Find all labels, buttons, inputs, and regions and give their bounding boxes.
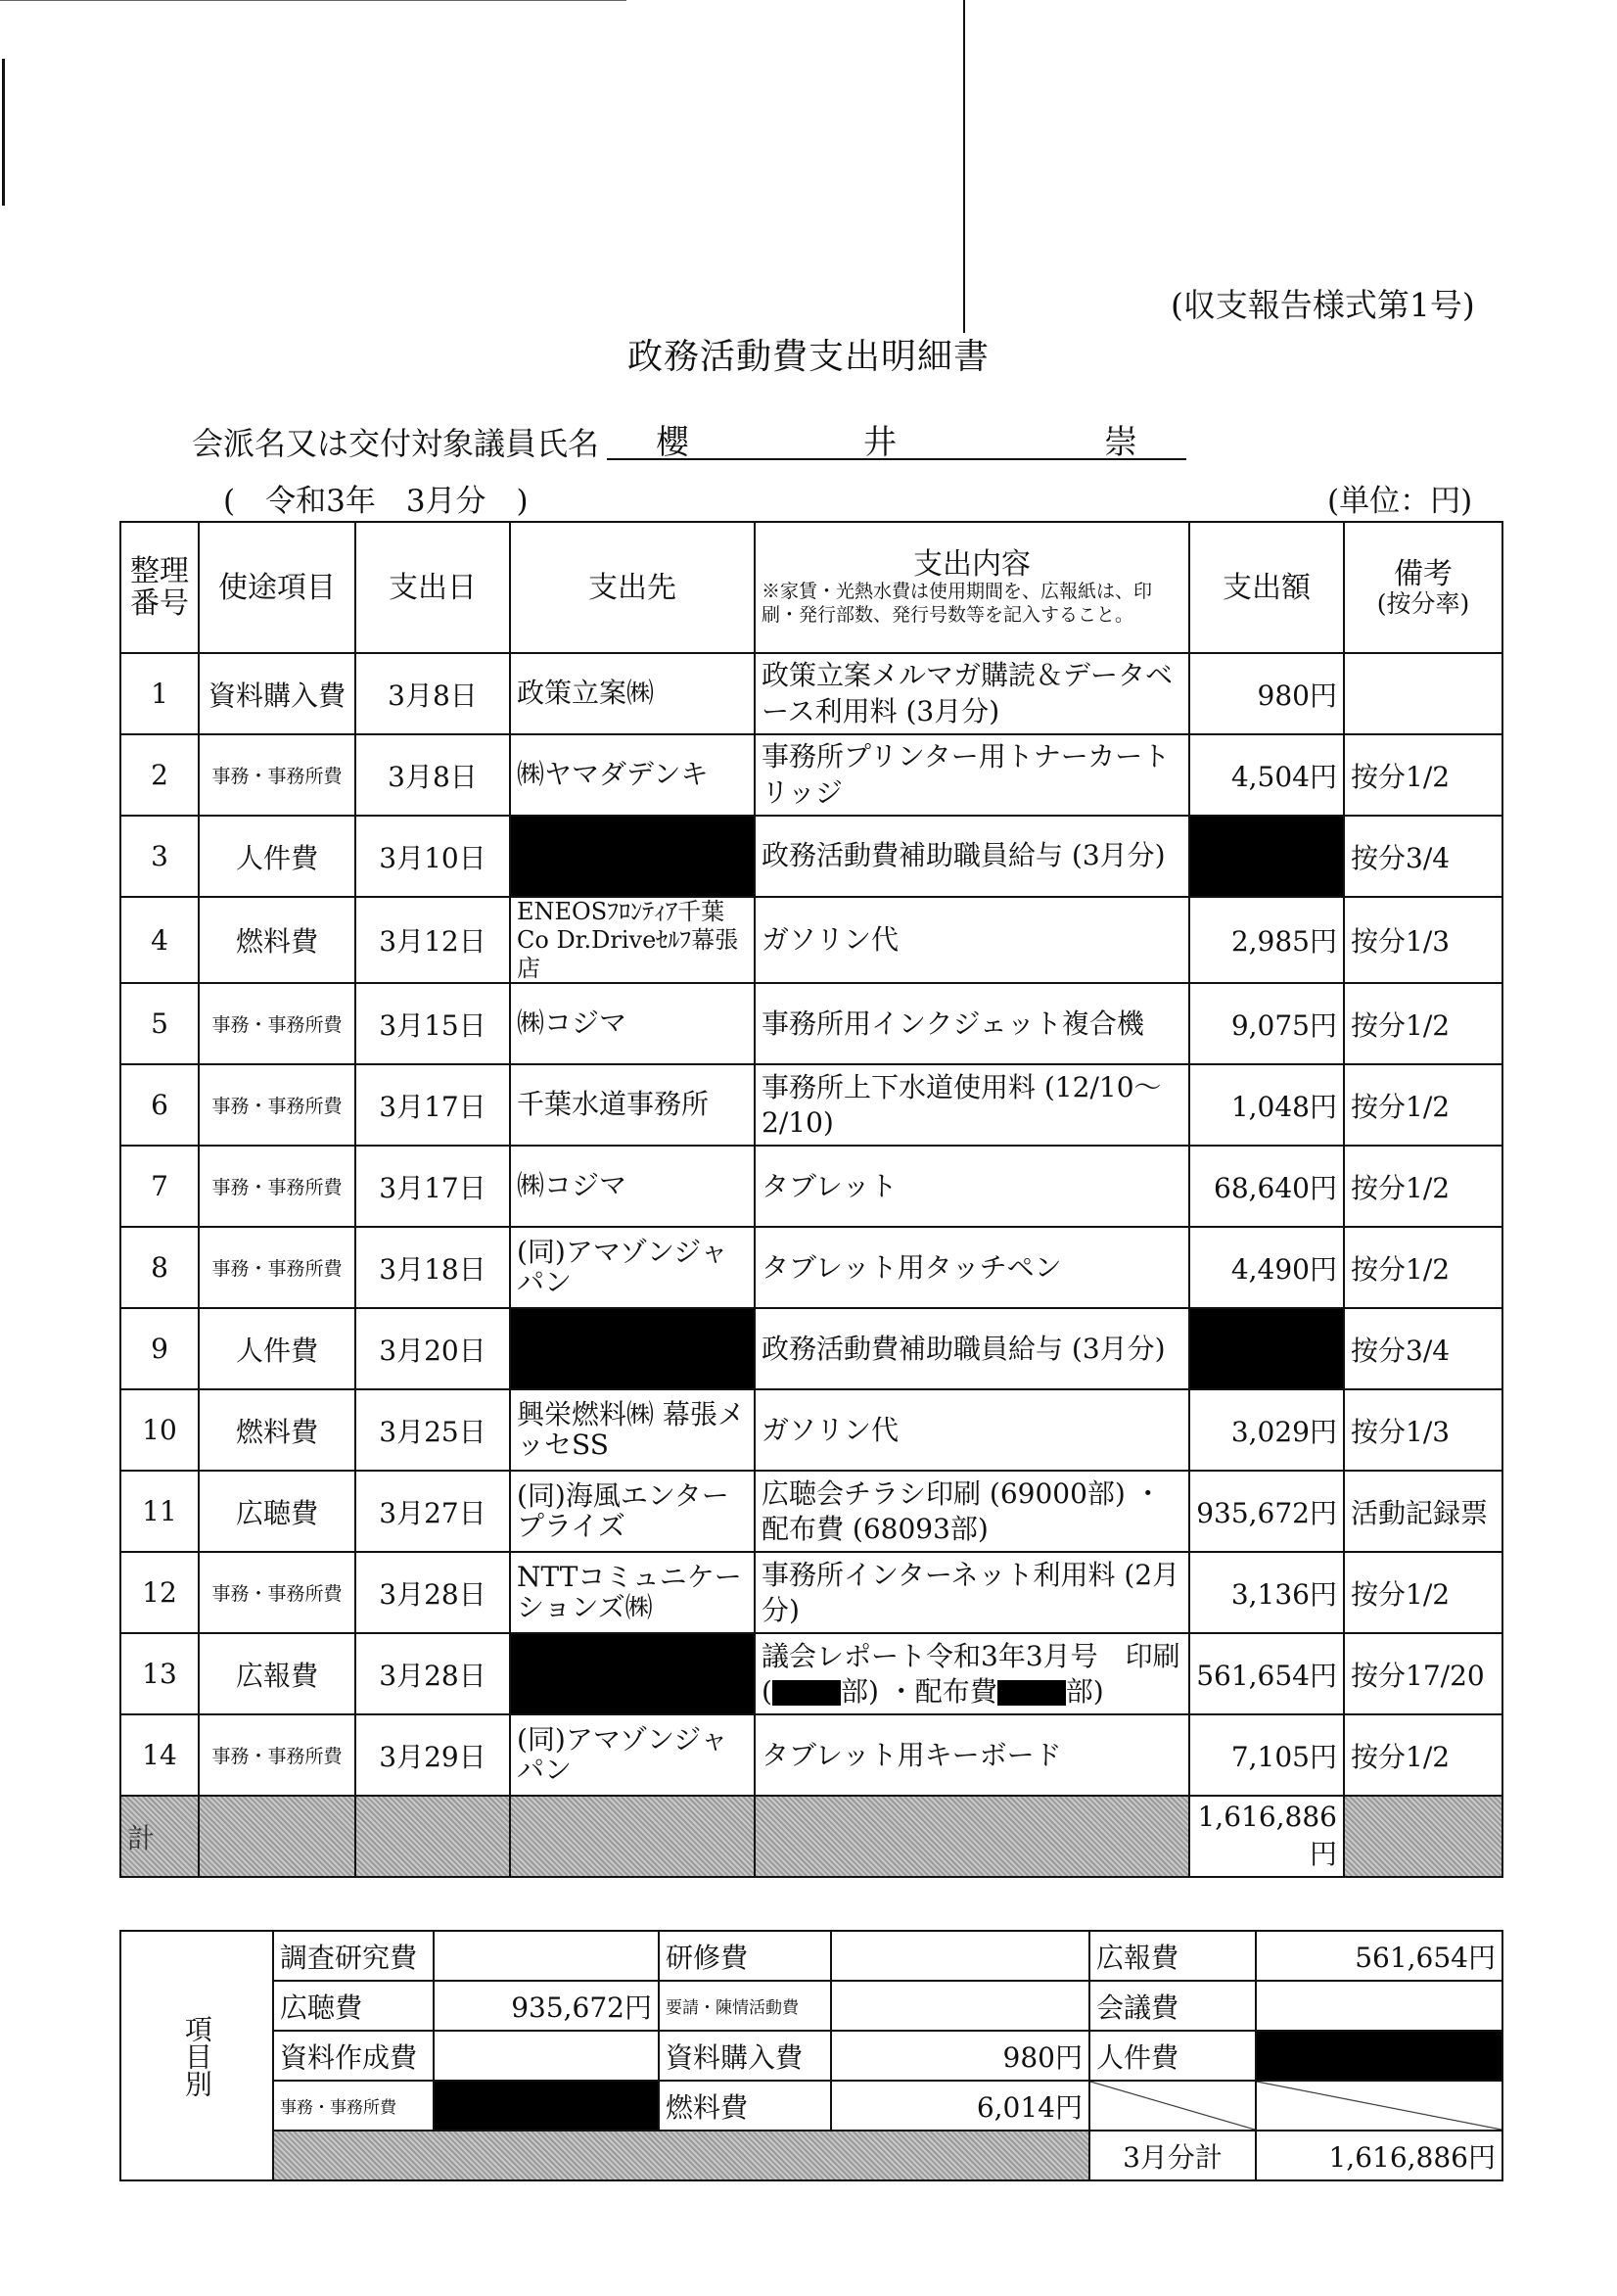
summary-value: 980円 [831, 2031, 1089, 2081]
col-header-item: 使途項目 [199, 522, 355, 653]
summary-value: 935,672円 [434, 1981, 659, 2031]
col-header-amount: 支出額 [1189, 522, 1344, 653]
row-amount: 3,136円 [1189, 1552, 1344, 1633]
row-content-part: ( [762, 1674, 772, 1708]
col-header-content [755, 522, 1189, 653]
summary-value [831, 1981, 1089, 2031]
table-row [120, 1471, 1502, 1552]
row-date: 3月25日 [355, 1389, 510, 1471]
summary-total-value: 1,616,886円 [1256, 2131, 1502, 2180]
summary-side-label: 項目別 [120, 1931, 273, 2180]
table-row [120, 653, 1502, 734]
total-label: 計 [120, 1796, 199, 1877]
row-payee: 千葉水道事務所 [510, 1064, 755, 1146]
row-content: タブレット用キーボード [755, 1714, 1189, 1796]
col-header-remarks-sub: (按分率) [1376, 588, 1470, 618]
col-header-remarks-title: 備考 [1394, 556, 1453, 591]
row-content: 政務活動費補助職員給与 (3月分) [755, 816, 1189, 897]
row-no: 7 [120, 1146, 199, 1227]
row-amount: 935,672円 [1189, 1471, 1344, 1552]
row-no: 13 [120, 1633, 199, 1714]
member-name-part: 井 [863, 423, 897, 462]
summary-total-label: 3月分計 [1089, 2131, 1256, 2180]
row-amount: 4,490円 [1189, 1227, 1344, 1308]
summary-value: 6,014円 [831, 2081, 1089, 2131]
summary-value: 561,654円 [1256, 1931, 1502, 1981]
total-filler [1344, 1796, 1502, 1877]
row-remarks: 按分1/2 [1344, 1714, 1502, 1796]
row-content [755, 1633, 1189, 1714]
row-content: 事務所インターネット利用料 (2月分) [755, 1552, 1189, 1633]
summary-category: 資料作成費 [273, 2031, 434, 2081]
row-no: 1 [120, 653, 199, 734]
member-label: 会派名又は交付対象議員氏名 [192, 425, 600, 462]
redacted-payee [510, 1633, 755, 1714]
redacted-payee [510, 1308, 755, 1389]
col-header-content-note: ※家賃・光熱水費は使用期間を、広報紙は、印刷・発行部数、発行号数等を記入すること。 [762, 580, 1153, 626]
row-remarks: 按分17/20 [1344, 1633, 1502, 1714]
row-content: タブレット [755, 1146, 1189, 1227]
scan-mark [0, 0, 626, 1]
row-date: 3月29日 [355, 1714, 510, 1796]
total-filler [510, 1796, 755, 1877]
redacted-payee [510, 816, 755, 897]
row-content-line: 議会レポート令和3年3月号 印刷 [762, 1639, 1180, 1672]
row-date: 3月28日 [355, 1633, 510, 1714]
row-remarks: 按分1/3 [1344, 897, 1502, 983]
member-name [607, 415, 1186, 460]
redacted-amount [1189, 1308, 1344, 1389]
row-amount: 1,048円 [1189, 1064, 1344, 1146]
row-amount: 2,985円 [1189, 897, 1344, 983]
total-row [120, 1796, 1502, 1877]
expense-table [119, 521, 1503, 1878]
row-item: 燃料費 [199, 1389, 355, 1471]
row-payee: ㈱コジマ [510, 1146, 755, 1227]
member-name-part: 櫻 [656, 423, 689, 462]
row-payee: ENEOSﾌﾛﾝﾃｨｱ千葉Co Dr.Driveｾﾙﾌ幕張店 [510, 897, 755, 983]
table-row [120, 1389, 1502, 1471]
row-payee: (同)アマゾンジャパン [510, 1714, 755, 1796]
summary-empty-cell [1089, 2081, 1256, 2131]
col-header-date: 支出日 [355, 522, 510, 653]
row-content: 政策立案メルマガ購読＆データベース利用料 (3月分) [755, 653, 1189, 734]
row-no: 12 [120, 1552, 199, 1633]
col-header-no: 整理番号 [120, 522, 199, 653]
col-header-payee: 支出先 [510, 522, 755, 653]
row-date: 3月17日 [355, 1064, 510, 1146]
row-amount: 980円 [1189, 653, 1344, 734]
row-payee: 政策立案㈱ [510, 653, 755, 734]
row-item: 事務・事務所費 [199, 1227, 355, 1308]
row-amount: 9,075円 [1189, 983, 1344, 1064]
table-row [120, 1633, 1502, 1714]
row-no: 14 [120, 1714, 199, 1796]
table-row [120, 897, 1502, 983]
row-item: 燃料費 [199, 897, 355, 983]
row-date: 3月27日 [355, 1471, 510, 1552]
row-item: 事務・事務所費 [199, 983, 355, 1064]
row-amount: 7,105円 [1189, 1714, 1344, 1796]
row-no: 5 [120, 983, 199, 1064]
redacted-amount [1189, 816, 1344, 897]
member-name-part: 崇 [1104, 423, 1137, 462]
row-content-part: 部) ・配布費 [840, 1674, 997, 1708]
row-item: 人件費 [199, 1308, 355, 1389]
row-remarks: 按分1/2 [1344, 1552, 1502, 1633]
row-content: ガソリン代 [755, 1389, 1189, 1471]
row-no: 10 [120, 1389, 199, 1471]
row-amount: 68,640円 [1189, 1146, 1344, 1227]
col-header-content-title: 支出内容 [913, 546, 1031, 582]
summary-category: 広報費 [1089, 1931, 1256, 1981]
row-content: 政務活動費補助職員給与 (3月分) [755, 1308, 1189, 1389]
row-remarks: 按分1/3 [1344, 1389, 1502, 1471]
summary-category: 会議費 [1089, 1981, 1256, 2031]
scan-mark [963, 0, 965, 333]
table-row [120, 1552, 1502, 1633]
summary-total-row [120, 2131, 1502, 2180]
summary-value [1256, 1981, 1502, 2031]
table-row [120, 1146, 1502, 1227]
row-content: 事務所プリンター用トナーカートリッジ [755, 734, 1189, 816]
summary-category: 広聴費 [273, 1981, 434, 2031]
table-row [120, 983, 1502, 1064]
document-title: 政務活動費支出明細書 [626, 337, 990, 377]
row-payee: ㈱ヤマダデンキ [510, 734, 755, 816]
total-amount: 1,616,886円 [1189, 1796, 1344, 1877]
row-payee: 興栄燃料㈱ 幕張メッセSS [510, 1389, 755, 1471]
row-content-part: 部) [1065, 1674, 1104, 1708]
table-row [120, 1227, 1502, 1308]
row-date: 3月8日 [355, 734, 510, 816]
row-remarks: 按分3/4 [1344, 816, 1502, 897]
table-row [120, 1064, 1502, 1146]
row-date: 3月28日 [355, 1552, 510, 1633]
row-date: 3月8日 [355, 653, 510, 734]
table-row [120, 1714, 1502, 1796]
summary-total-filler [273, 2131, 1089, 2180]
row-item: 事務・事務所費 [199, 1064, 355, 1146]
row-content: 事務所用インクジェット複合機 [755, 983, 1189, 1064]
table-row [120, 734, 1502, 816]
row-no: 3 [120, 816, 199, 897]
row-remarks: 按分1/2 [1344, 1227, 1502, 1308]
row-remarks: 按分1/2 [1344, 1064, 1502, 1146]
row-amount: 4,504円 [1189, 734, 1344, 816]
summary-category: 事務・事務所費 [273, 2081, 434, 2131]
row-no: 2 [120, 734, 199, 816]
row-payee: (同)アマゾンジャパン [510, 1227, 755, 1308]
redacted-count [997, 1680, 1066, 1706]
summary-row [120, 1931, 1502, 1981]
unit-label: (単位：円) [1327, 484, 1473, 519]
row-content: 広聴会チラシ印刷 (69000部) ・配布費 (68093部) [755, 1471, 1189, 1552]
row-remarks: 按分3/4 [1344, 1308, 1502, 1389]
row-payee: (同)海風エンタープライズ [510, 1471, 755, 1552]
summary-row [120, 2081, 1502, 2131]
row-item: 事務・事務所費 [199, 1714, 355, 1796]
redacted-value [434, 2081, 659, 2131]
row-no: 9 [120, 1308, 199, 1389]
row-item: 広報費 [199, 1633, 355, 1714]
row-item: 事務・事務所費 [199, 734, 355, 816]
row-remarks: 活動記録票 [1344, 1471, 1502, 1552]
redacted-count [772, 1680, 841, 1706]
row-date: 3月15日 [355, 983, 510, 1064]
row-amount: 561,654円 [1189, 1633, 1344, 1714]
row-remarks: 按分1/2 [1344, 1146, 1502, 1227]
row-date: 3月20日 [355, 1308, 510, 1389]
scan-mark [2, 59, 5, 206]
row-item: 資料購入費 [199, 653, 355, 734]
row-content: ガソリン代 [755, 897, 1189, 983]
report-period: ( 令和3年 3月分 ) [223, 484, 529, 519]
total-filler [199, 1796, 355, 1877]
row-remarks [1344, 653, 1502, 734]
summary-value [434, 2031, 659, 2081]
row-item: 事務・事務所費 [199, 1146, 355, 1227]
row-content: 事務所上下水道使用料 (12/10～2/10) [755, 1064, 1189, 1146]
row-amount: 3,029円 [1189, 1389, 1344, 1471]
row-no: 4 [120, 897, 199, 983]
row-item: 広聴費 [199, 1471, 355, 1552]
row-date: 3月17日 [355, 1146, 510, 1227]
row-date: 3月12日 [355, 897, 510, 983]
category-summary-table [119, 1930, 1503, 2181]
summary-category: 研修費 [659, 1931, 831, 1981]
table-row [120, 816, 1502, 897]
summary-category: 燃料費 [659, 2081, 831, 2131]
form-number: (収支報告様式第1号) [1171, 286, 1475, 324]
summary-empty-cell [1256, 2081, 1502, 2131]
row-item: 事務・事務所費 [199, 1552, 355, 1633]
table-row [120, 1308, 1502, 1389]
total-filler [355, 1796, 510, 1877]
total-filler [755, 1796, 1189, 1877]
row-no: 6 [120, 1064, 199, 1146]
row-remarks: 按分1/2 [1344, 734, 1502, 816]
row-item: 人件費 [199, 816, 355, 897]
summary-row [120, 2031, 1502, 2081]
summary-category: 調査研究費 [273, 1931, 434, 1981]
redacted-value [1256, 2031, 1502, 2081]
summary-value [434, 1931, 659, 1981]
row-content: タブレット用タッチペン [755, 1227, 1189, 1308]
table-header-row [120, 522, 1502, 653]
row-no: 8 [120, 1227, 199, 1308]
col-header-remarks [1344, 522, 1502, 653]
row-date: 3月18日 [355, 1227, 510, 1308]
row-payee: ㈱コジマ [510, 983, 755, 1064]
summary-category: 要請・陳情活動費 [659, 1981, 831, 2031]
row-remarks: 按分1/2 [1344, 983, 1502, 1064]
summary-value [831, 1931, 1089, 1981]
summary-row [120, 1981, 1502, 2031]
summary-category: 資料購入費 [659, 2031, 831, 2081]
row-no: 11 [120, 1471, 199, 1552]
summary-category: 人件費 [1089, 2031, 1256, 2081]
row-date: 3月10日 [355, 816, 510, 897]
row-payee: NTTコミュニケーションズ㈱ [510, 1552, 755, 1633]
